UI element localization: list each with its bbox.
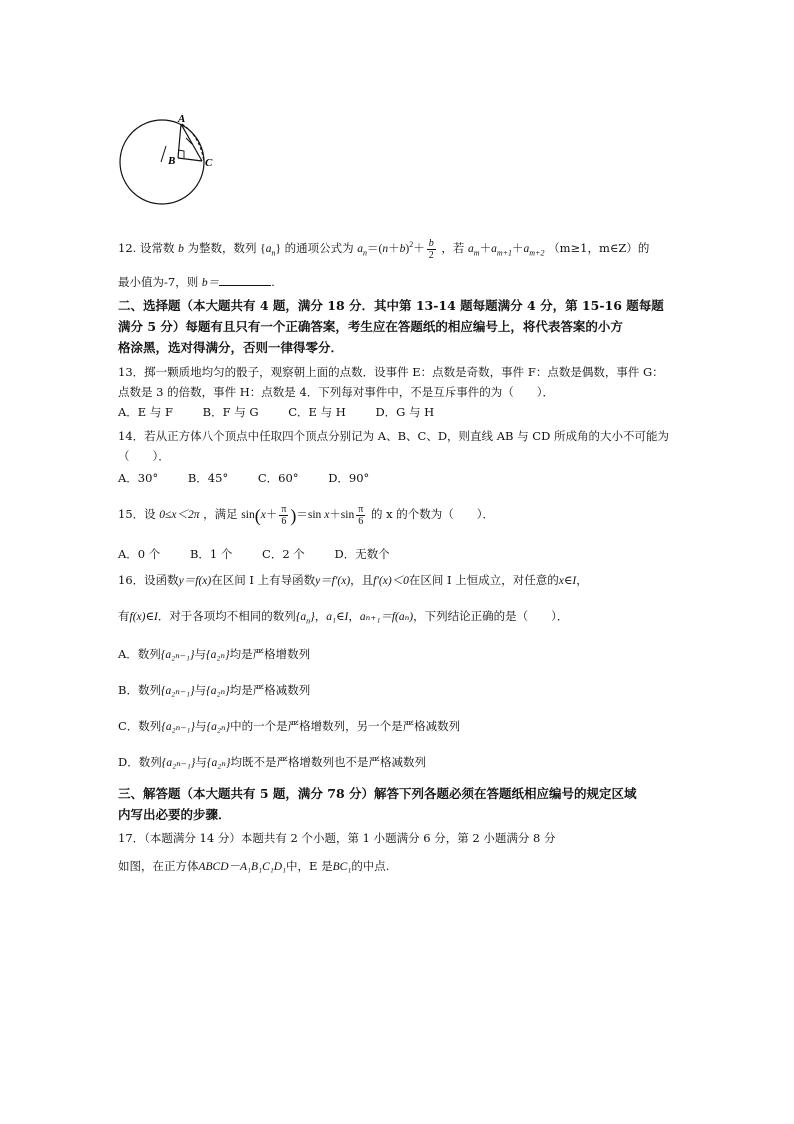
q12-period: .: [271, 275, 275, 289]
q16-opt-a-with: 与: [194, 647, 206, 661]
q16-opt-b-text: 均是严格减数列: [229, 683, 311, 697]
q16-text-a: 16．设函数: [118, 573, 179, 587]
q16-opt-c-seq1: {a₂ₙ₋₁}: [161, 721, 195, 733]
q15-option-a[interactable]: A．0 个: [118, 547, 161, 561]
q16-opt-c-label: C．数列: [118, 719, 162, 733]
q13-line2: 点数是 3 的倍数，事件 H：点数是 4．下列每对事件中，不是互斥事件的为（ ）．: [118, 385, 555, 399]
q13-option-a[interactable]: A．E 与 F: [118, 405, 173, 419]
q16-line2: [118, 608, 690, 629]
q12-var-b: b: [178, 242, 184, 255]
q16-opt-c-with: 与: [195, 719, 207, 733]
q16-comma2: ，: [314, 609, 327, 623]
section3-line1: 三、解答题（本大题共有 5 题，满分 78 分）解答下列各题必须在答题纸相应编号的规定区域: [118, 786, 637, 801]
q14-line1: 14．若从正方体八个顶点中任取四个顶点分别记为 A、B、C、D，则直线 AB 与 CD 所成角的大小不可能为: [118, 429, 669, 443]
q16-ineq: f′(x)＜0: [373, 575, 409, 587]
label-c: C: [205, 157, 213, 169]
q16-seq-open: {a: [295, 611, 307, 623]
q15-text-b: 的 x 的个数为（ ）．: [370, 507, 494, 521]
q16-text-b: 在区间 I 上有导函数: [211, 573, 316, 587]
q16-option-d[interactable]: [118, 754, 690, 771]
q12-text-d: ，若: [441, 240, 465, 255]
q16-recurrence: aₙ₊₁＝f(aₙ): [359, 611, 414, 623]
q12-seq: $\{a_n\}$: [260, 242, 281, 258]
q15-equation: sin(x＋ $\frac{\pi}{6}$ )＝sin x＋sin $\frac{\pi}{6}$: [241, 503, 364, 527]
q16-text-c: ，且: [350, 573, 374, 587]
q16-option-b[interactable]: [118, 682, 690, 699]
q16-option-a[interactable]: [118, 646, 690, 663]
q16-opt-c-text: 中的一个是严格增数列，另一个是严格减数列: [230, 719, 461, 733]
q13-option-c[interactable]: C．E 与 H: [288, 405, 346, 419]
q14-option-c[interactable]: C．60°: [257, 471, 299, 485]
q16-line1: [118, 572, 690, 589]
q15-option-c[interactable]: C．2 个: [262, 547, 305, 561]
q17-cube: ABCD－A₁B₁C₁D₁: [198, 861, 287, 873]
q15-option-d[interactable]: D．无数个: [334, 547, 390, 561]
q16-func: y＝f(x): [178, 575, 212, 587]
section2-line2: 满分 5 分）每题有且只有一个正确答案，考生应在答题纸的相应编号上，将代表答案的小方: [118, 319, 623, 334]
q16-opt-a-seq1: {a₂ₙ₋₁}: [160, 649, 195, 661]
q12-line2: [118, 274, 690, 291]
q14-option-a[interactable]: A．30°: [118, 471, 159, 485]
q15-options: [118, 546, 690, 562]
label-a: A: [178, 113, 186, 125]
q16-opt-a-text: 均是严格增数列: [229, 647, 311, 661]
q16-seq-close: }: [310, 611, 315, 623]
q15-option-b[interactable]: B．1 个: [189, 547, 233, 561]
geometry-figure: [116, 112, 226, 216]
q17-line1: 17．（本题满分 14 分）本题共有 2 个小题，第 1 小题满分 6 分，第 2 小题满分 8 分: [118, 831, 556, 845]
q17-text-b: 中，E 是: [286, 859, 333, 873]
q16-opt-d-with: 与: [195, 755, 207, 769]
q14-options: [118, 470, 690, 486]
q16-deriv: y＝f′(x): [315, 575, 351, 587]
q16-opt-b-seq1: {a₂ₙ₋₁}: [160, 685, 195, 697]
q16-text-d: 在区间 I 上恒成立，对任意的: [408, 573, 559, 587]
q16-a1: a₁∈I: [326, 611, 349, 623]
q12-number: 12.: [118, 240, 137, 255]
section3-line2: 内写出必要的步骤．: [118, 807, 231, 822]
q16-opt-d-text: 均既不是严格增数列也不是严格减数列: [230, 755, 427, 769]
q16-option-c[interactable]: [118, 718, 690, 735]
q15-text-a: ，满足: [203, 507, 238, 521]
q13-option-b[interactable]: B．F 与 G: [202, 405, 259, 419]
section2-line1: 二、选择题（本大题共有 4 题，满分 18 分．其中第 13-14 题每题满分 4 分，第 15-16 题每题: [118, 298, 664, 313]
label-b: B: [168, 155, 176, 167]
q16-opt-c-seq2: {a₂ₙ}: [206, 721, 231, 733]
q16-seq-an: [295, 611, 315, 626]
q12-text-a: 设常数: [139, 240, 175, 255]
q12-answer-blank[interactable]: [219, 274, 271, 286]
q12-text-b: 为整数，数列: [187, 240, 257, 255]
q16-opt-d-seq1: {a₂ₙ₋₁}: [161, 757, 196, 769]
q17-segment: BC₁: [332, 861, 352, 873]
q14-option-d[interactable]: D．90°: [328, 471, 370, 485]
q12-sum: $a_m+a_{m+1}+a_{m+2}$: [468, 242, 545, 258]
q14-option-b[interactable]: B．45°: [187, 471, 229, 485]
q13-options: [118, 404, 690, 420]
q16-opt-a-label: A．数列: [118, 647, 161, 661]
q16-opt-b-seq2: {a₂ₙ}: [206, 685, 230, 697]
q16-opt-d-seq2: {a₂ₙ}: [206, 757, 231, 769]
q16-text-g: ，下列结论正确的是（ ）．: [413, 609, 569, 623]
q13-option-d[interactable]: D．G 与 H: [375, 405, 435, 419]
q16-seq-sub: n: [306, 616, 311, 626]
q16-opt-b-with: 与: [194, 683, 207, 697]
q15-line1: [118, 500, 690, 529]
q17-line2: [118, 858, 690, 875]
q12-answer-label: b＝: [201, 277, 220, 289]
q12-text-c: 的通项公式为: [284, 240, 354, 255]
q15-range: 0≤x＜2π: [159, 509, 200, 521]
q16-x-in-i: x∈I: [558, 575, 577, 587]
q17-text-a: 如图，在正方体: [118, 859, 199, 873]
q16-fx-in-i: f(x)∈I: [129, 611, 158, 623]
q13-line1: 13．掷一颗质地均匀的骰子，观察朝上面的点数．设事件 E：点数是奇数，事件 F：点数是偶数，事件 G：: [118, 365, 664, 379]
q16-comma: ，: [576, 573, 588, 587]
q16-comma3: ，: [348, 609, 360, 623]
q12-text-e: 最小值为-7，则: [118, 275, 199, 289]
q16-opt-b-label: B．数列: [118, 683, 161, 697]
q16-opt-d-label: D．数列: [118, 755, 162, 769]
q16-opt-a-seq2: {a₂ₙ}: [206, 649, 230, 661]
q16-text-f: ．对于各项均不相同的数列: [157, 609, 296, 623]
q12-formula: $a_n=(n+b)^2+$ $\frac{b}{2}$: [357, 237, 434, 261]
q12-line1: [118, 234, 690, 264]
q16-text-e: 有: [118, 609, 130, 623]
q12-condition: （m≥1，m∈Z）的: [548, 240, 650, 255]
q14-line2: （ ）．: [118, 449, 170, 463]
q17-text-c: 的中点.: [351, 859, 390, 873]
q15-number: 15．设: [118, 507, 156, 521]
section2-line3: 格涂黑，选对得满分，否则一律得零分．: [118, 340, 344, 355]
